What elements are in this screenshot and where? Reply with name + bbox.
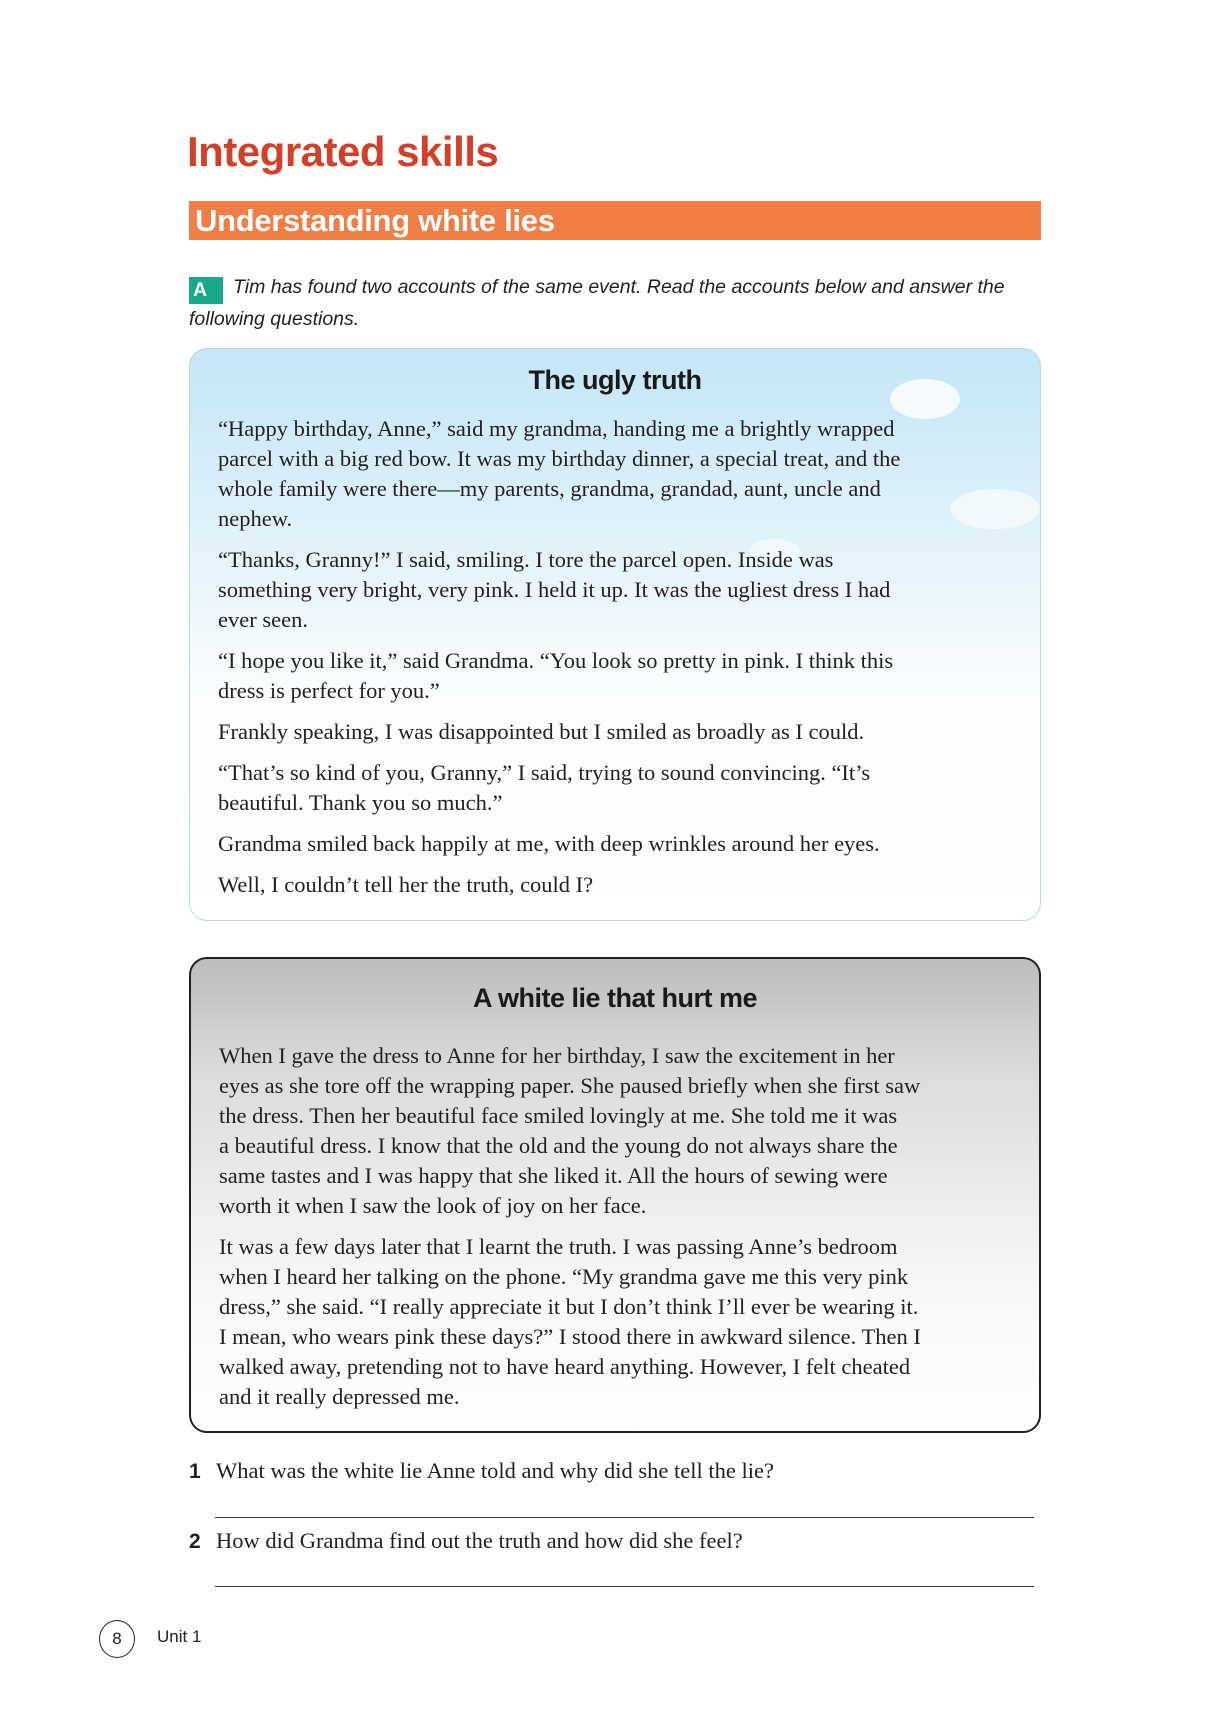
text-line: “I hope you like it,” said Grandma. “You look so pretty in pink. I think this	[218, 648, 894, 673]
text-line: dress is perfect for you.”	[218, 678, 440, 703]
page-number: 8	[99, 1620, 135, 1658]
text-line: parcel with a big red bow. It was my birthday dinner, a special treat, and the	[218, 446, 901, 471]
text-line: something very bright, very pink. I held it up. It was the ugliest dress I had	[218, 577, 891, 602]
text-line: dress,” she said. “I really appreciate it but I don’t think I’ll ever be wearing it.	[219, 1294, 919, 1319]
text-line: When I gave the dress to Anne for her birthday, I saw the excitement in her	[219, 1043, 895, 1068]
text-line: beautiful. Thank you so much.”	[218, 790, 503, 815]
paragraph	[218, 870, 900, 900]
story-body	[219, 1041, 921, 1423]
text-line: a beautiful dress. I know that the old and the young do not always share the	[219, 1133, 898, 1158]
text-line: and it really depressed me.	[219, 1384, 460, 1409]
question-2	[189, 1528, 743, 1554]
text-line: same tastes and I was happy that she liked it. All the hours of sewing were	[219, 1163, 888, 1188]
question-1	[189, 1458, 774, 1484]
answer-line-2[interactable]	[215, 1586, 1034, 1587]
page-title: Integrated skills	[187, 128, 499, 175]
text-line: the dress. Then her beautiful face smiled lovingly at me. She told me it was	[219, 1103, 898, 1128]
text-line: Well, I couldn’t tell her the truth, could I?	[218, 872, 594, 897]
cloud-decoration	[950, 489, 1040, 529]
exercise-label: A	[189, 277, 223, 304]
answer-line-1[interactable]	[215, 1517, 1034, 1518]
paragraph	[219, 1232, 921, 1412]
paragraph	[218, 545, 900, 635]
text-line: worth it when I saw the look of joy on her face.	[219, 1193, 647, 1218]
question-text: How did Grandma find out the truth and how did she feel?	[216, 1528, 743, 1553]
section-title: Understanding white lies	[195, 203, 555, 238]
story-title: A white lie that hurt me	[472, 983, 758, 1013]
story-body	[218, 414, 900, 911]
section-banner	[189, 201, 1041, 240]
question-text: What was the white lie Anne told and why did she tell the lie?	[216, 1458, 774, 1483]
unit-label: Unit 1	[157, 1627, 202, 1646]
paragraph	[218, 758, 900, 818]
text-line: “That’s so kind of you, Granny,” I said, trying to sound convincing. “It’s	[218, 760, 871, 785]
text-line: It was a few days later that I learnt the truth. I was passing Anne’s bedroom	[219, 1234, 898, 1259]
text-line: Grandma smiled back happily at me, with deep wrinkles around her eyes.	[218, 831, 880, 856]
paragraph	[219, 1041, 921, 1221]
instruction-text: Tim has found two accounts of the same event. Read the accounts below and answer the following questions.	[189, 276, 1005, 330]
text-line: whole family were there—my parents, grandma, grandad, aunt, uncle and	[218, 476, 881, 501]
text-line: when I heard her talking on the phone. “My grandma gave me this very pink	[219, 1264, 909, 1289]
text-line: walked away, pretending not to have heard anything. However, I felt cheated	[219, 1354, 911, 1379]
story-box-ugly-truth	[189, 348, 1041, 921]
story-box-white-lie	[189, 957, 1041, 1433]
text-line: “Thanks, Granny!” I said, smiling. I tore the parcel open. Inside was	[218, 547, 834, 572]
text-line: ever seen.	[218, 607, 308, 632]
paragraph	[218, 829, 900, 859]
text-line: nephew.	[218, 506, 293, 531]
paragraph	[218, 414, 900, 534]
paragraph	[218, 717, 900, 747]
text-line: I mean, who wears pink these days?” I stood there in awkward silence. Then I	[219, 1324, 921, 1349]
paragraph	[218, 646, 900, 706]
text-line: Frankly speaking, I was disappointed but I smiled as broadly as I could.	[218, 719, 865, 744]
question-number: 2	[189, 1530, 201, 1553]
story-title: The ugly truth	[528, 365, 702, 395]
text-line: eyes as she tore off the wrapping paper. She paused briefly when she first saw	[219, 1073, 921, 1098]
question-number: 1	[189, 1460, 201, 1483]
instruction	[189, 272, 1049, 334]
text-line: “Happy birthday, Anne,” said my grandma, handing me a brightly wrapped	[218, 416, 895, 441]
